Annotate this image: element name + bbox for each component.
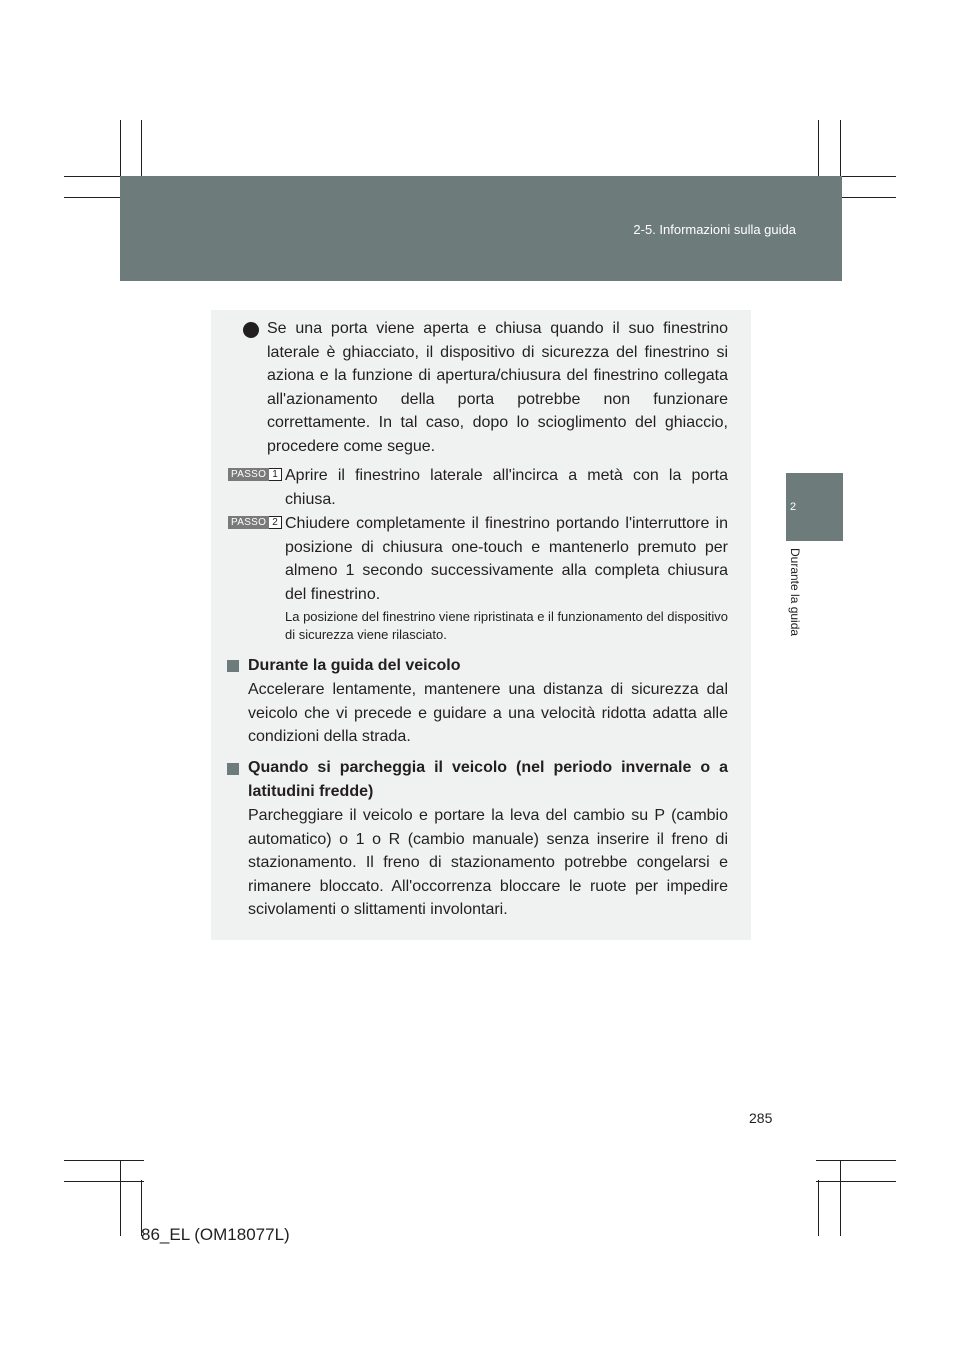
crop-mark xyxy=(120,1160,121,1236)
step-text: Chiudere completamente il finestrino portando l'interruttore in posizione di chiusura one-touch e mantenerlo premuto per almeno 1 secondo successivamente alla completa chiusura del finestrino. xyxy=(285,515,728,603)
step-text: Aprire il finestrino laterale all'incirca a metà con la porta chiusa. xyxy=(285,467,728,508)
step-badge xyxy=(228,468,282,481)
section-heading: Quando si parcheggia il veicolo (nel periodo invernale o a latitudini fredde) xyxy=(248,759,728,800)
step-badge xyxy=(228,516,282,529)
step-number: 2 xyxy=(269,516,282,529)
round-bullet-icon xyxy=(243,322,259,338)
header-band xyxy=(120,176,842,281)
section-title: 2-5. Informazioni sulla guida xyxy=(633,222,796,237)
section-body: Parcheggiare il veicolo e portare la leva del cambio su P (cambio automatico) o 1 o R (cambio manuale) senza inserire il freno di stazionamento. Il freno di stazionamento potrebbe congelarsi e rimanere bloccato. All'occorrenza bloccare le ruote per impedire scivolamenti o slittamenti involontari. xyxy=(248,807,728,918)
step-label: PASSO xyxy=(228,468,269,481)
step-label: PASSO xyxy=(228,516,269,529)
crop-mark xyxy=(840,1160,841,1236)
crop-mark xyxy=(816,1160,896,1161)
square-bullet-icon xyxy=(227,763,239,775)
document-code: 86_EL (OM18077L) xyxy=(141,1225,290,1244)
content-box xyxy=(211,310,751,940)
step-number: 1 xyxy=(269,468,282,481)
step-note: La posizione del finestrino viene ripristinata e il funzionamento del dispositivo di sicurezza viene rilasciato. xyxy=(285,609,728,642)
crop-mark xyxy=(818,1180,819,1236)
square-bullet-icon xyxy=(227,660,239,672)
crop-mark xyxy=(816,1181,896,1182)
crop-mark xyxy=(64,1160,144,1161)
section-body: Accelerare lentamente, mantenere una distanza di sicurezza dal veicolo che vi precede e guidare a una velocità ridotta adatta alle condizioni della strada. xyxy=(248,681,728,745)
section-heading: Durante la guida del veicolo xyxy=(248,657,461,674)
intro-paragraph: Se una porta viene aperta e chiusa quando il suo finestrino laterale è ghiacciato, il dispositivo di sicurezza del finestrino si aziona e la funzione di apertura/chiusura del finestrino collegata all'azionamento della porta potrebbe non funzionare correttamente. In tal caso, dopo lo scioglimento del ghiaccio, procedere come segue. xyxy=(267,320,728,455)
crop-mark xyxy=(64,1181,144,1182)
page-number: 285 xyxy=(749,1110,773,1126)
chapter-label: Durante la guida xyxy=(788,548,802,637)
chapter-tab xyxy=(786,473,843,541)
chapter-number: 2 xyxy=(789,501,797,513)
